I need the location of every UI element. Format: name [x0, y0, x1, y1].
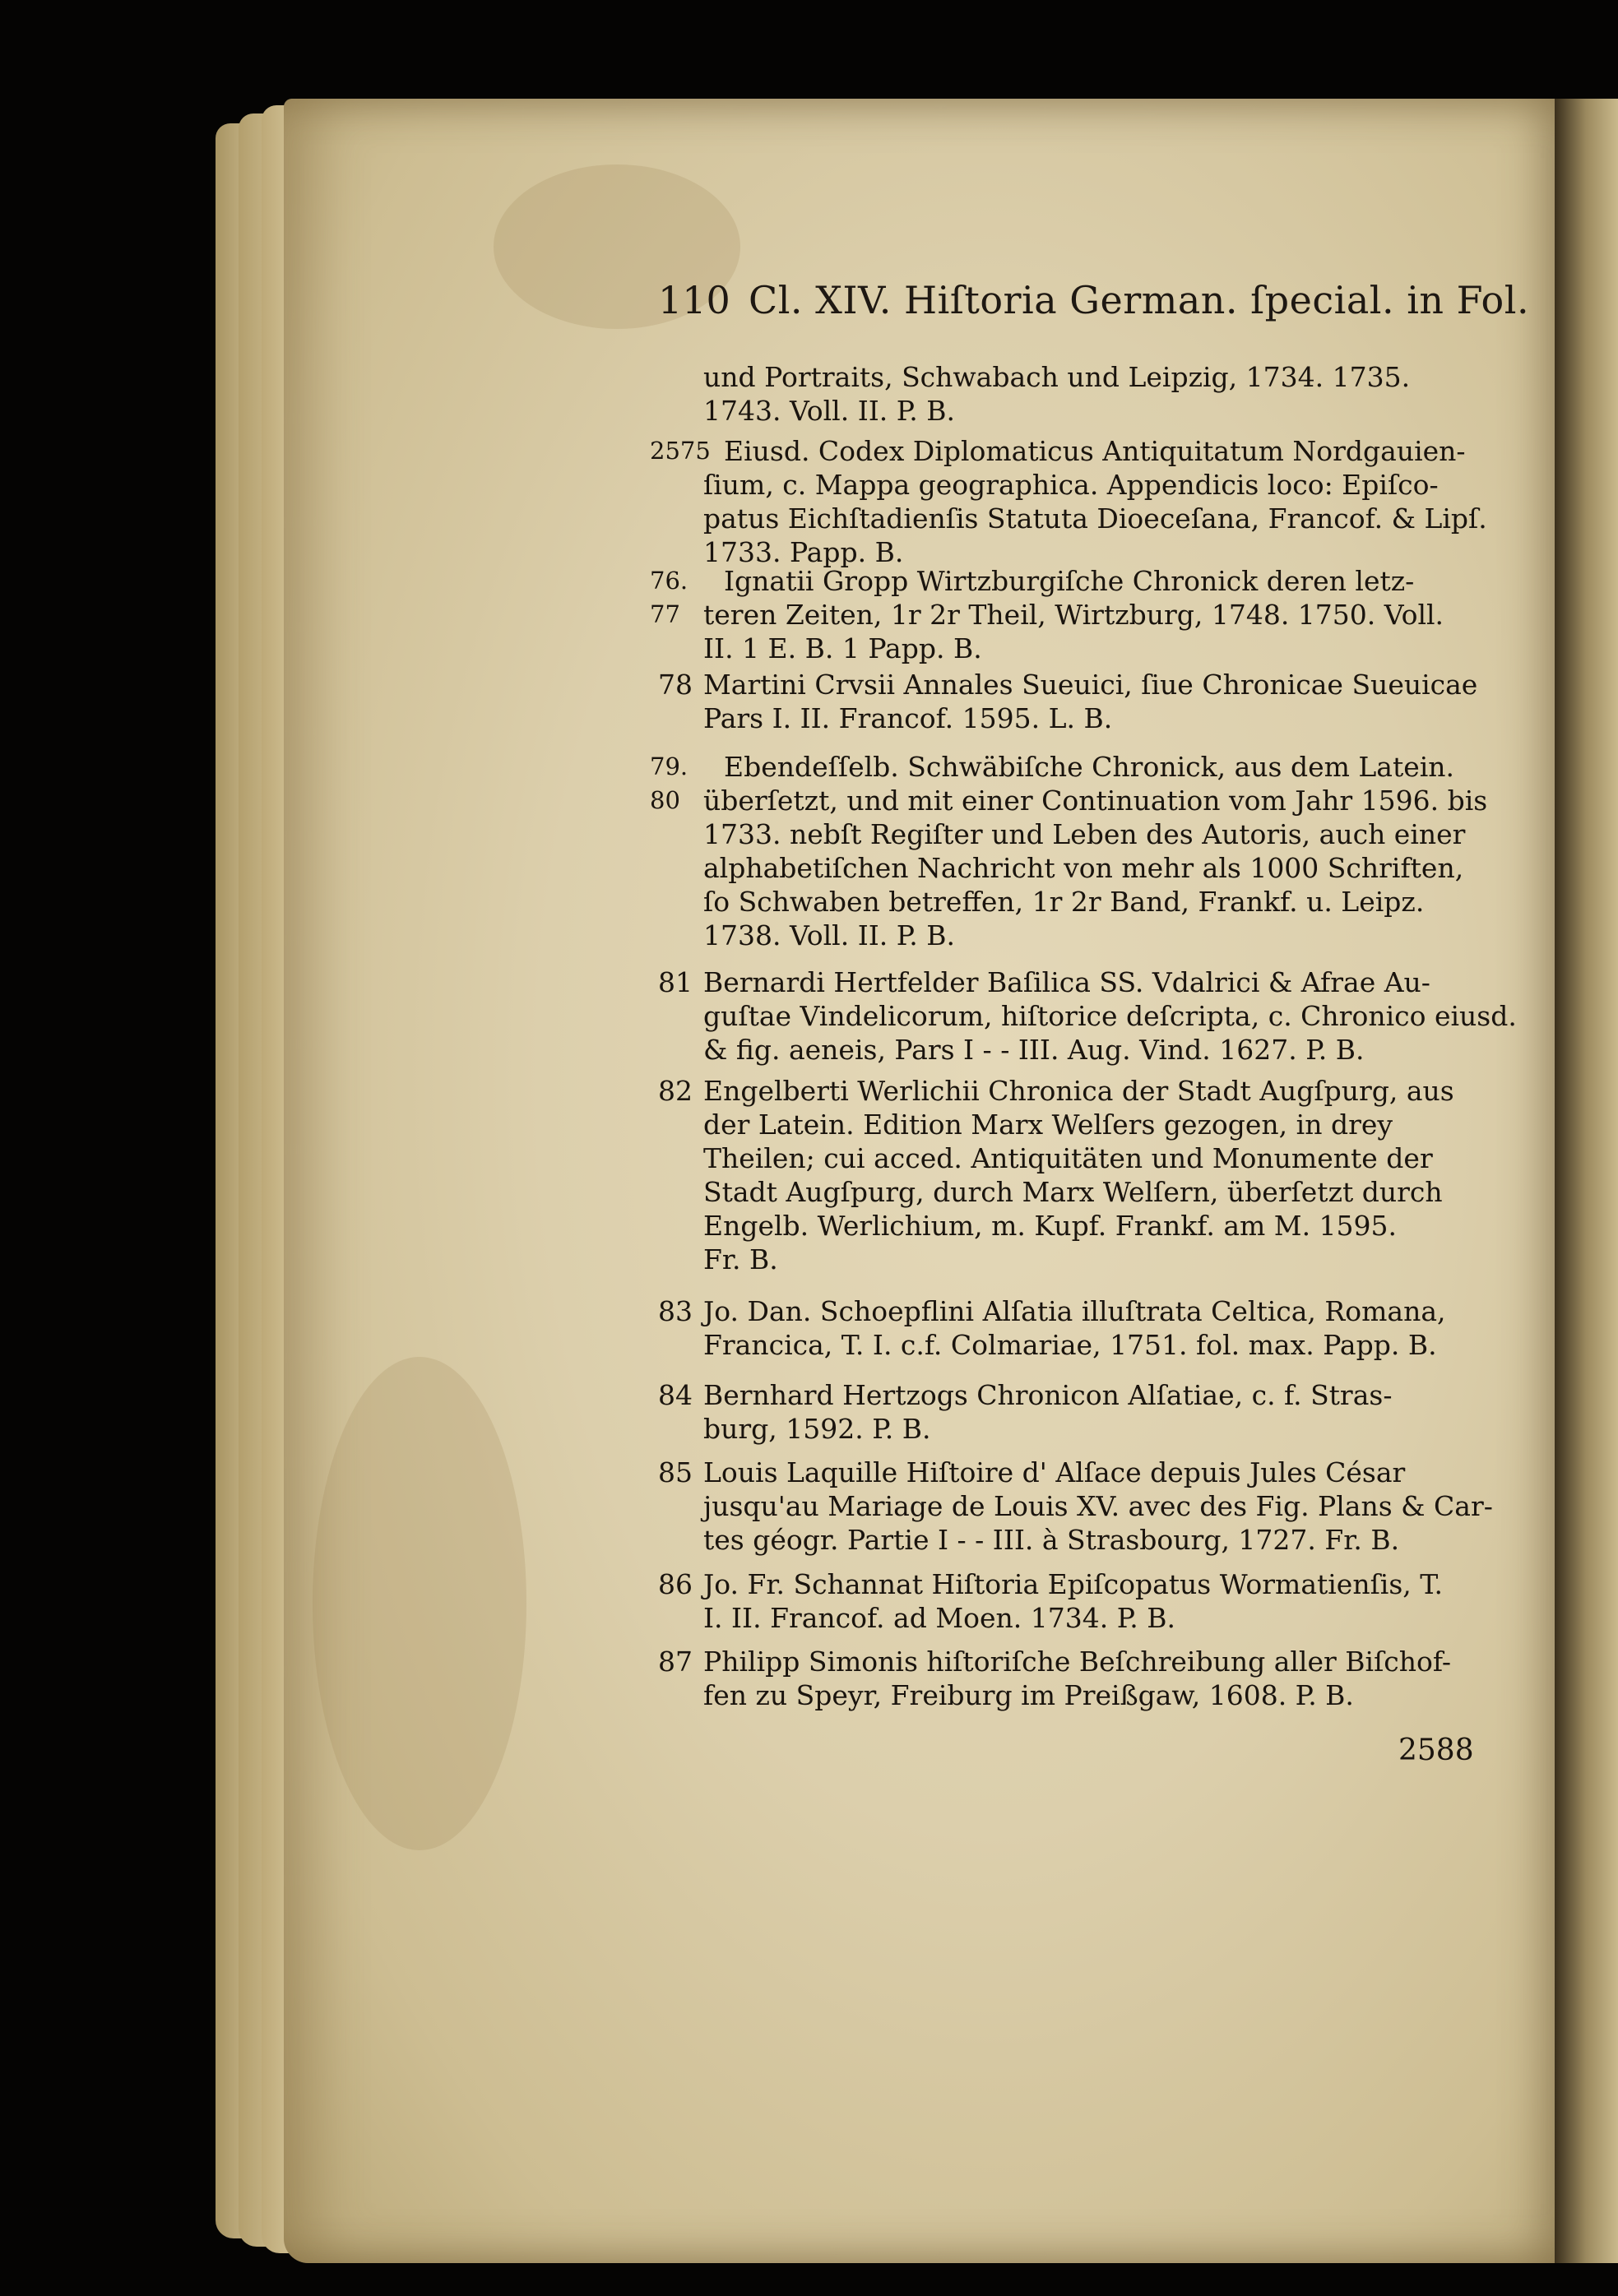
entry-line: Engelberti Werlichii Chronica der Stadt Augſpurg, aus [703, 1075, 1454, 1107]
entry-line: Stadt Augſpurg, durch Marx Welſern, überſetzt durch [703, 1176, 1443, 1208]
catchword: 2588 [1398, 1734, 1474, 1767]
entry-line: 1733. nebſt Regiſter und Leben des Autoris, auch einer [703, 818, 1466, 850]
entry-line: ſo Schwaben betreffen, 1r 2r Band, Frankf. u. Leipz. [703, 886, 1425, 918]
entry-line: patus Eichſtadienſis Statuta Dioeceſana, Francof. & Lipſ. [703, 502, 1487, 535]
entry-number: 82 [658, 1075, 693, 1107]
page-number: 110 [658, 278, 730, 322]
catalog-entry [658, 1378, 1472, 1446]
entry-line: Philipp Simonis hiſtoriſche Beſchreibung aller Biſchof- [703, 1646, 1452, 1678]
entry-line: Bernardi Hertfelder Baſilica SS. Vdalrici & Afrae Au- [703, 966, 1430, 998]
entry-line: 1743. Voll. II. P. B. [703, 395, 956, 427]
entry-line: Fr. B. [703, 1243, 778, 1275]
entry-number: 2575 [650, 437, 711, 465]
entry-line: 1733. Papp. B. [703, 536, 904, 568]
entry-line: Eiusd. Codex Diplomaticus Antiquitatum Nordgauien- [724, 435, 1466, 467]
entry-line: Jo. Fr. Schannat Hiſtoria Epiſcopatus Wormatienſis, T. [703, 1568, 1443, 1600]
catalog-entry [650, 750, 1488, 952]
entry-line: und Portraits, Schwabach und Leipzig, 1734. 1735. [703, 361, 1411, 393]
entry-number: 81 [658, 966, 693, 998]
entry-line: Engelb. Werlichium, m. Kupf. Frankf. am M. 1595. [703, 1210, 1398, 1242]
running-title: Cl. XIV. Hiſtoria German. ſpecial. in Fol. [749, 278, 1530, 322]
catalog-entry [650, 434, 1487, 569]
entry-number: 76. 77 [650, 567, 688, 628]
entry-line: Ebendeſſelb. Schwäbiſche Chronick, aus dem Latein. [724, 751, 1455, 783]
entry-number: 85 [658, 1456, 693, 1488]
entry-number: 83 [658, 1295, 693, 1327]
entry-line: ſium, c. Mappa geographica. Appendicis loco: Epiſco- [703, 469, 1439, 501]
entry-line: Francica, T. I. c.f. Colmariae, 1751. fol. max. Papp. B. [703, 1329, 1437, 1361]
entry-line: Theilen; cui acced. Antiquitäten und Monumente der [703, 1142, 1433, 1174]
entry-number: 86 [658, 1568, 693, 1600]
catalog-entry [658, 1294, 1472, 1362]
entry-line: überſetzt, und mit einer Continuation vom Jahr 1596. bis [703, 785, 1488, 817]
entry-line: & fig. aeneis, Pars I - - III. Aug. Vind. 1627. P. B. [703, 1034, 1365, 1066]
book-gutter [1555, 99, 1618, 2263]
entry-line: burg, 1592. P. B. [703, 1413, 931, 1445]
paper-stain [313, 1357, 526, 1850]
entry-line: I. II. Francof. ad Moen. 1734. P. B. [703, 1602, 1175, 1634]
entry-line: teren Zeiten, 1r 2r Theil, Wirtzburg, 1748. 1750. Voll. [703, 599, 1444, 631]
entry-line: guſtae Vindelicorum, hiſtorice deſcripta, c. Chronico eiusd. [703, 1000, 1517, 1032]
entry-line: Louis Laquille Hiſtoire d' Alſace depuis Jules César [703, 1456, 1406, 1488]
entry-number: 79. 80 [650, 752, 688, 814]
entry-number: 78 [658, 669, 693, 701]
catalog-entry [658, 1645, 1472, 1712]
catalog-entry [658, 668, 1478, 735]
catalog-entry [658, 1074, 1472, 1276]
catalog-entry [658, 1456, 1493, 1557]
entry-number: 84 [658, 1379, 693, 1411]
catalog-entry [650, 564, 1472, 665]
entry-line: II. 1 E. B. 1 Papp. B. [703, 632, 982, 664]
entry-line: jusqu'au Mariage de Louis XV. avec des Fig. Plans & Car- [703, 1490, 1493, 1522]
entry-line: 1738. Voll. II. P. B. [703, 919, 956, 951]
entry-line: alphabetiſchen Nachricht von mehr als 1000 Schriften, [703, 852, 1464, 884]
entry-line: der Latein. Edition Marx Welſers gezogen, in drey [703, 1109, 1393, 1141]
entry-line: fen zu Speyr, Freiburg im Preißgaw, 1608. P. B. [703, 1679, 1354, 1711]
entry-number: 87 [658, 1646, 693, 1678]
running-header [658, 278, 1530, 327]
entry-line: Martini Crvsii Annales Sueuici, ſiue Chronicae Sueuicae [703, 669, 1478, 701]
catalog-entry [658, 965, 1517, 1067]
catalog-entry [658, 360, 1472, 428]
catalog-entry [658, 1567, 1472, 1635]
entry-line: tes géogr. Partie I - - III. à Strasbourg, 1727. Fr. B. [703, 1524, 1400, 1556]
entry-line: Ignatii Gropp Wirtzburgiſche Chronick deren letz- [724, 565, 1415, 597]
entry-line: Jo. Dan. Schoepflini Alſatia illuſtrata Celtica, Romana, [703, 1295, 1446, 1327]
entry-line: Pars I. II. Francof. 1595. L. B. [703, 702, 1113, 734]
entry-line: Bernhard Hertzogs Chronicon Alſatiae, c. f. Stras- [703, 1379, 1393, 1411]
